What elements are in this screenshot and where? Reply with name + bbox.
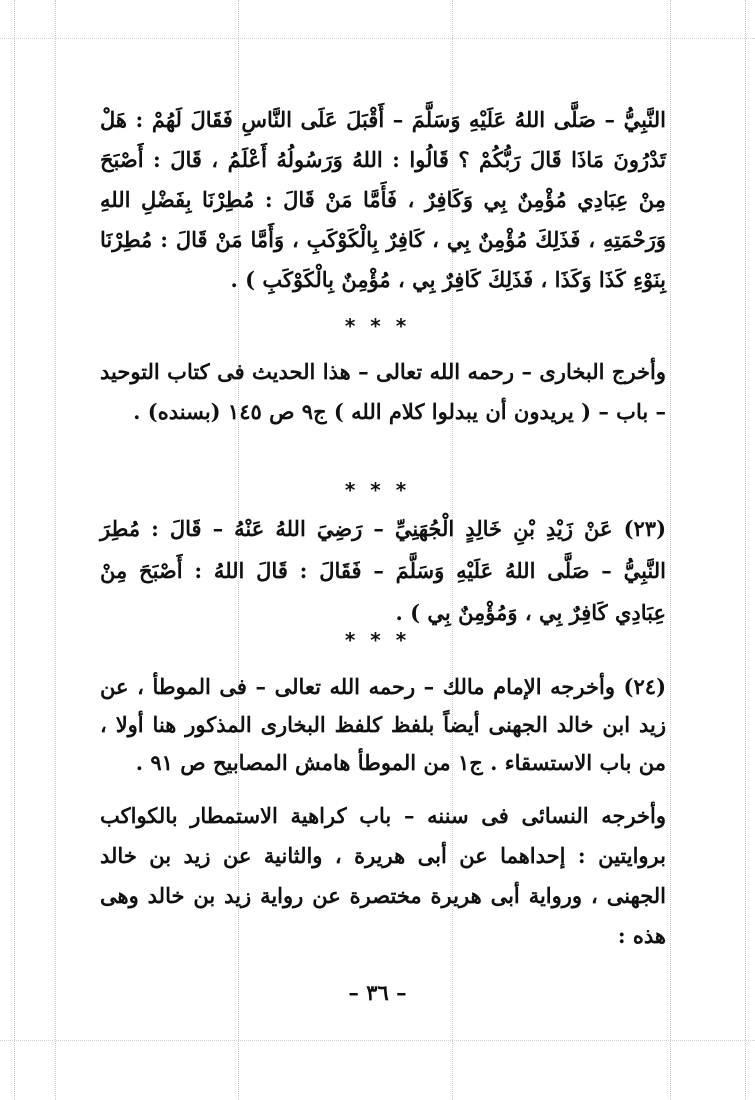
hadith-23-paragraph: (٢٣) عَنْ زَيْدِ بْنِ خَالِدٍ الْجُهَنِيِّ – رَضِيَ اللهُ عَنْهُ – قَالَ : مُطِرَ النَّبِيُّ – صَلَّى اللهُ عَلَيْهِ وَسَلَّمَ – فَقَالَ : قَالَ اللهُ : أَصْبَحَ مِنْ عِبَادِي كَافِرٌ بِي ، وَمُؤْمِنٌ بِي ) . [100, 516, 666, 625]
scan-rule [670, 0, 671, 1100]
takhrij-24-malik-paragraph: (٢٤) وأخرجه الإمام مالك – رحمه الله تعالى – فى الموطأ ، عن زيد ابن خالد الجهنى أيضاً بلفظ كلفظ البخارى المذكور هنا أولا ، من باب الاستسقاء . ج١ من الموطأ هامش المصابيح ص ٩١ . [100, 674, 666, 775]
scan-rule [55, 0, 56, 1100]
scan-rule [745, 0, 746, 1100]
scan-rule [0, 38, 755, 39]
page-number: – ٣٦ – [348, 980, 407, 1005]
scan-rule [0, 1040, 755, 1041]
section-separator: * * * [344, 478, 411, 502]
scan-rule [14, 0, 15, 1100]
takhrij-nasai-paragraph: وأخرجه النسائى فى سننه – باب كراهية الاستمطار بالكواكب بروايتين : إحداهما عن أبى هريرة ، والثانية عن زيد بن خالد الجهنى ، ورواية أبى هريرة مختصرة عن رواية زيد بن خالد وهى هذه : [100, 803, 666, 948]
section-separator: * * * [344, 628, 411, 652]
section-separator: * * * [344, 314, 411, 338]
hadith-text-22-continued: النَّبِيُّ – صَلَّى اللهُ عَلَيْهِ وَسَلَّمَ – أَقْبَلَ عَلَى النَّاسِ فَقَالَ لَهُمْ : هَلْ تَدْرُونَ مَاذَا قَالَ رَبُّكُمْ ؟ قَالُوا : اللهُ وَرَسُولُهُ أَعْلَمُ ، قَالَ : أَصْبَحَ مِنْ عِبَادِي مُؤْمِنٌ بِي وَكَافِرٌ ، فَأَمَّا مَنْ قَالَ : مُطِرْنَا بِفَضْلِ اللهِ وَرَحْمَتِهِ ، فَذَلِكَ مُؤْمِنٌ بِي ، كَافِرٌ بِالْكَوْكَبِ ، وَأَمَّا مَنْ قَالَ : مُطِرْنَا بِنَوْءِ كَذَا وَكَذَا ، فَذَلِكَ كَافِرٌ بِي ، مُؤْمِنٌ بِالْكَوْكَبِ ) . [100, 107, 666, 292]
takhrij-bukhari-paragraph: وأخرج البخارى – رحمه الله تعالى – هذا الحديث فى كتاب التوحيد – باب – ( يريدون أن يبدلوا كلام الله ) ج٩ ص ١٤٥ (بسنده) . [100, 359, 666, 424]
